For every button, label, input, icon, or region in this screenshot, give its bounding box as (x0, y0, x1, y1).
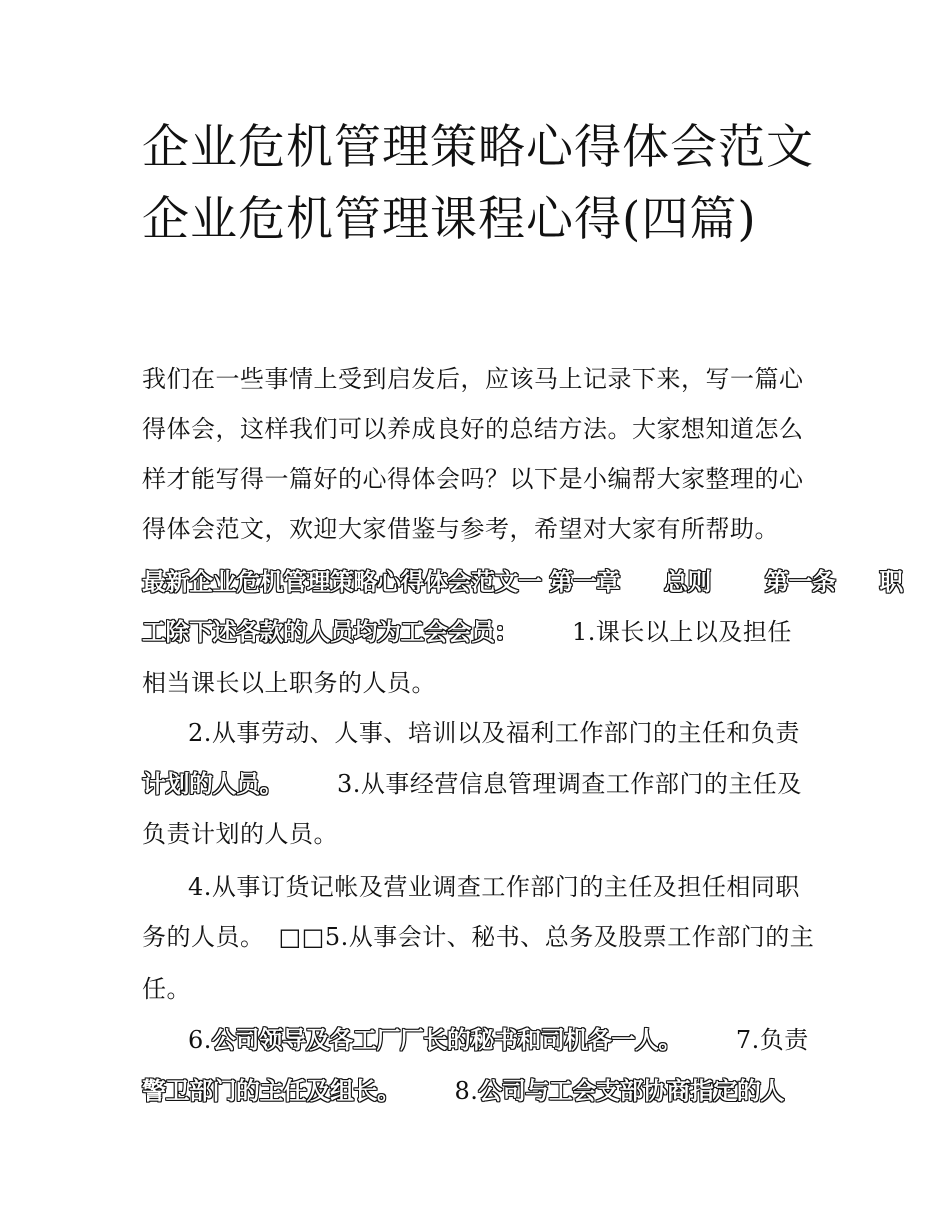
intro-line-1: 我们在一些事情上受到启发后，应该马上记录下来，写一篇心 (142, 365, 804, 393)
item-4-continuation: 务的人员。 (142, 923, 265, 951)
item-6-7-line (188, 1025, 809, 1055)
item-8-prefix: 8. (454, 1077, 479, 1105)
item-3-continuation: 负责计划的人员。 (142, 820, 338, 848)
chapter-name: 总则 (663, 568, 711, 596)
item-4-5-line (142, 922, 814, 952)
item-7-8-line (142, 1076, 784, 1106)
item-5: 5.从事会计、秘书、总务及股票工作部门的主 (324, 923, 815, 951)
item-2: 2.从事劳动、人事、培训以及福利工作部门的主任和负责 (188, 719, 800, 747)
intro-line-4: 得体会范文，欢迎大家借鉴与参考，希望对大家有所帮助。 (142, 515, 779, 543)
glyph-placeholder-1: □□ (278, 923, 325, 951)
item-6-prefix: 6. (188, 1026, 212, 1054)
item-2-continuation: 计划的人员。 (142, 770, 283, 798)
item-1: 1.课长以上以及担任 (572, 618, 792, 646)
intro-line-2: 得体会，这样我们可以养成良好的总结方法。大家想知道怎么 (142, 415, 804, 443)
member-definition: 工除下述各款的人员均为工会会员： (142, 618, 518, 646)
document-title: 企业危机管理策略心得体会范文 企业危机管理课程心得(四篇) (142, 120, 814, 247)
item-6: 公司领导及各工厂厂长的秘书和司机各一人。 (211, 1026, 682, 1054)
item-5-continuation: 任。 (142, 975, 191, 1003)
item-2-3-line (142, 769, 802, 799)
item-3: 3.从事经营信息管理调查工作部门的主任及 (337, 770, 802, 798)
item-7-continuation: 警卫部门的主任及组长。 (142, 1077, 401, 1105)
item-4: 4.从事订货记帐及营业调查工作部门的主任及担任相同职 (188, 873, 800, 901)
member-definition-line (142, 617, 792, 647)
article-label: 第一条 (764, 568, 836, 596)
section-heading-line (142, 567, 903, 597)
item-1-continuation: 相当课长以上职务的人员。 (142, 669, 436, 697)
item-7-prefix: 7.负责 (735, 1026, 809, 1054)
article-first-char: 职 (879, 568, 903, 596)
item-8: 公司与工会支部协商指定的人 (478, 1077, 784, 1105)
section-heading: 最新企业危机管理策略心得体会范文一 第一章 (142, 568, 620, 596)
intro-line-3: 样才能写得一篇好的心得体会吗？以下是小编帮大家整理的心 (142, 465, 804, 493)
